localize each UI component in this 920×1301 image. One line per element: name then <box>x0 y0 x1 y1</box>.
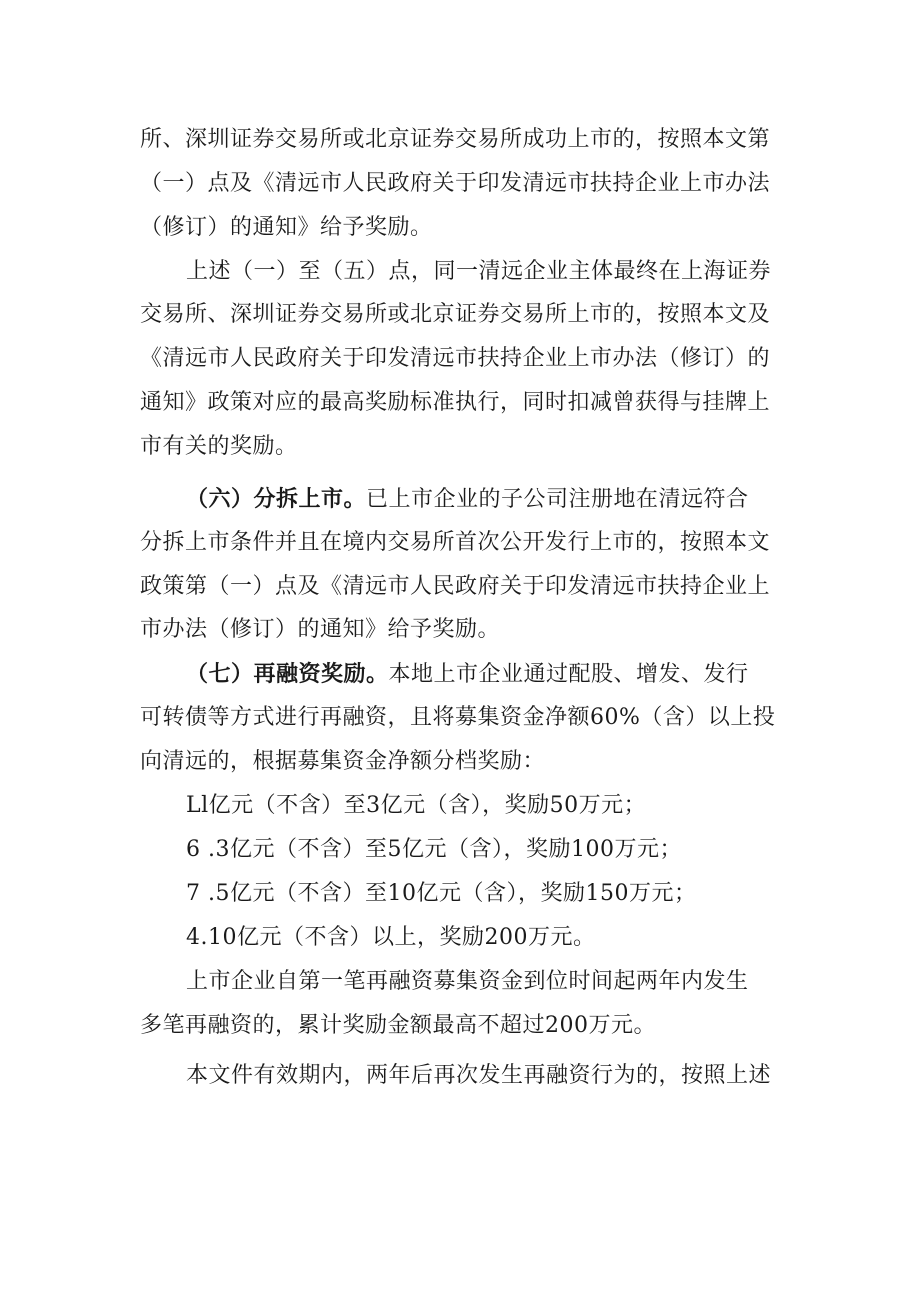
reward-tier: 7 .5亿元（不含）至10亿元（含），奖励150万元； <box>186 881 697 906</box>
paragraph-line: 所、深圳证券交易所或北京证券交易所成功上市的，按照本文第 <box>140 127 771 152</box>
paragraph-line: 向清远的，根据募集资金净额分档奖励： <box>140 749 546 774</box>
paragraph-line: 本文件有效期内，两年后再次发生再融资行为的，按照上述 <box>186 1063 772 1088</box>
section-text: 已上市企业的子公司注册地在清远符合 <box>366 487 749 512</box>
reward-tier: Ll亿元（不含）至3亿元（含），奖励50万元； <box>186 793 647 818</box>
paragraph-line: （一）点及《清远市人民政府关于印发清远市扶持企业上市办法 <box>140 171 771 196</box>
paragraph-line: 上市企业自第一笔再融资募集资金到位时间起两年内发生 <box>186 969 749 994</box>
paragraph-line: 可转债等方式进行再融资，且将募集资金净额60%（含）以上投 <box>140 705 776 730</box>
section-line <box>186 483 749 515</box>
paragraph-line: 市有关的奖励。 <box>140 434 298 459</box>
paragraph-line: 交易所、深圳证券交易所或北京证券交易所上市的，按照本文及 <box>140 302 771 327</box>
section-heading-refinancing: （七）再融资奖励。 <box>186 661 389 687</box>
paragraph-line: 上述（一）至（五）点，同一清远企业主体最终在上海证券 <box>186 259 772 284</box>
reward-tier: 6 .3亿元（不含）至5亿元（含），奖励100万元； <box>186 837 682 862</box>
section-line <box>186 658 749 690</box>
section-text: 本地上市企业通过配股、增发、发行 <box>388 662 749 687</box>
paragraph-line: 市办法（修订）的通知》给予奖励。 <box>140 617 501 642</box>
paragraph-line: （修订）的通知》给予奖励。 <box>140 215 433 240</box>
paragraph-line: 分拆上市条件并且在境内交易所首次公开发行上市的，按照本文 <box>140 530 771 555</box>
paragraph-line: 政策第（一）点及《清远市人民政府关于印发清远市扶持企业上 <box>140 574 771 599</box>
paragraph-line: 通知》政策对应的最高奖励标准执行，同时扣减曾获得与挂牌上 <box>140 390 771 415</box>
paragraph-line: 多笔再融资的，累计奖励金额最高不超过200万元。 <box>140 1013 656 1038</box>
section-heading-spinoff: （六）分拆上市。 <box>186 486 367 512</box>
reward-tier: 4.10亿元（不含）以上，奖励200万元。 <box>186 925 596 950</box>
paragraph-line: 《清远市人民政府关于印发清远市扶持企业上市办法（修订）的 <box>140 346 771 371</box>
